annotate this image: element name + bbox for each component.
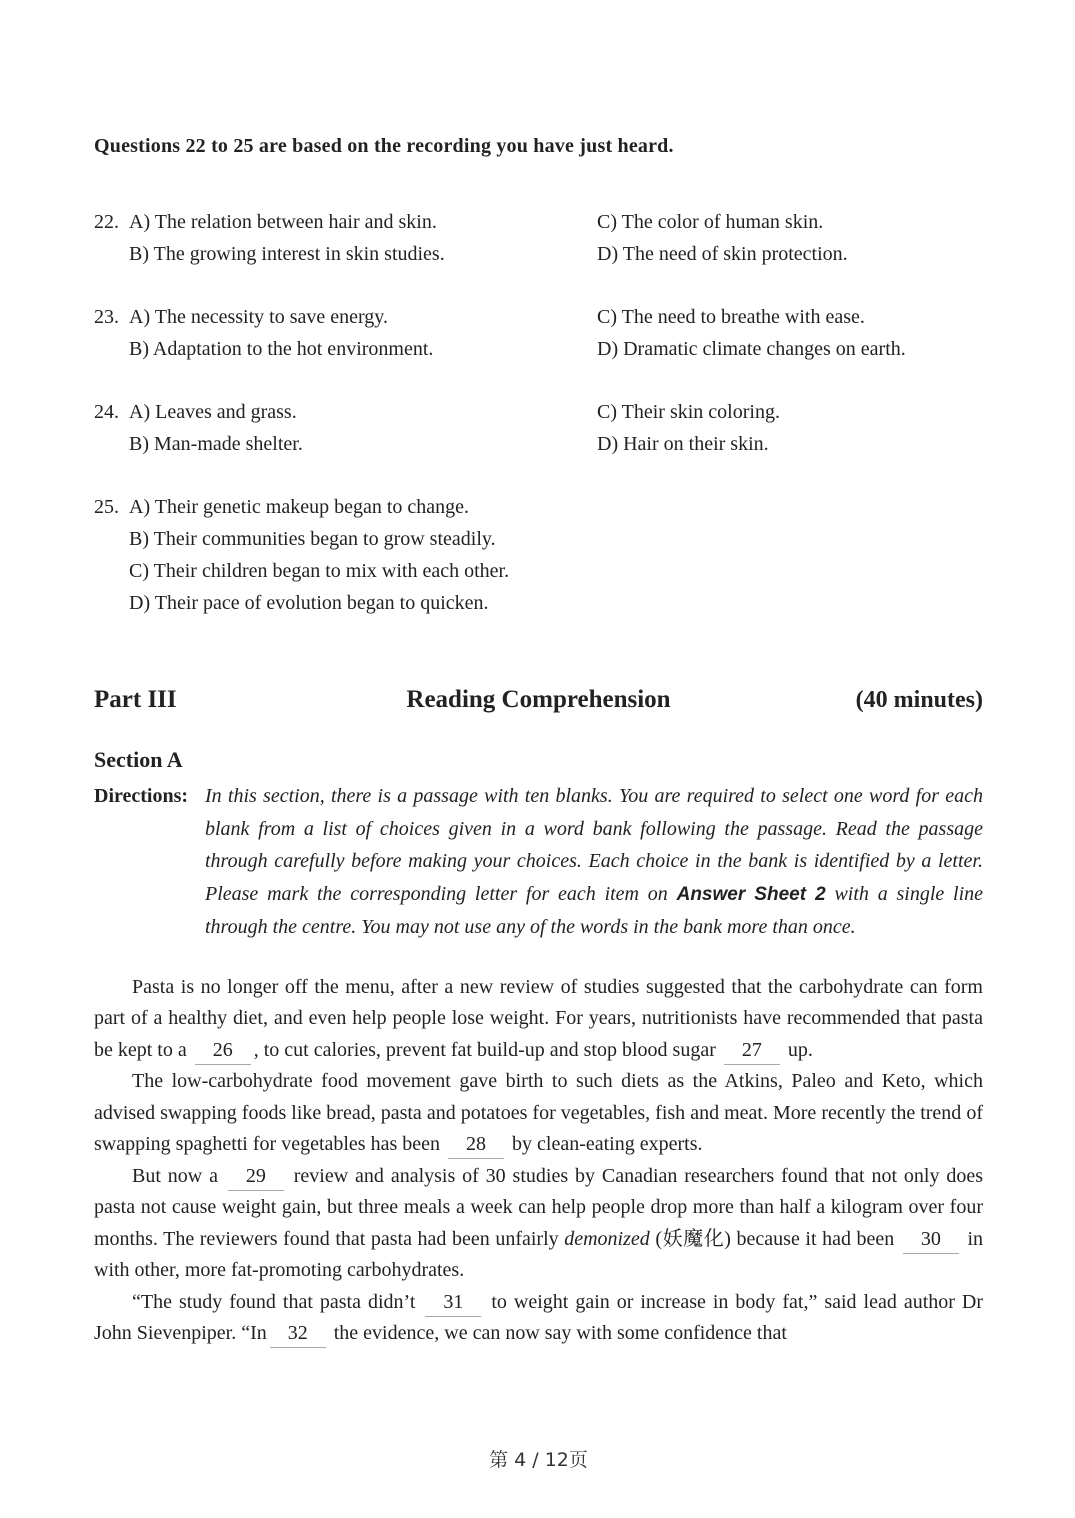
p3-italic-word: demonized (564, 1227, 650, 1250)
passage-paragraph-4 (94, 1287, 983, 1350)
question-23-right-column (597, 301, 983, 365)
option-23-b: B) Adaptation to the hot environment. (129, 338, 434, 360)
option-22-b: B) The growing interest in skin studies. (129, 243, 445, 265)
section-a-heading: Section A (94, 747, 183, 772)
directions-text-part2: with a single line through the centre. You may not use any of the words in the bank more than once. (205, 882, 984, 938)
option-row (94, 396, 597, 428)
part-label: Part III (94, 686, 177, 713)
answer-sheet-ref: Answer Sheet 2 (676, 883, 826, 905)
option-25-c: C) Their children began to mix with each other. (129, 560, 510, 582)
question-25 (94, 491, 983, 619)
directions-text-part1: In this section, there is a passage with ten blanks. You are required to select one word for each blank from a list of choices given in a word bank following the passage. Read the passage through carefully before making your choices. Each choice in the bank is identified by a letter. Please mark the corresponding letter for each item on (205, 785, 983, 905)
option-22-d: D) The need of skin protection. (597, 243, 848, 265)
passage-paragraph-1 (94, 972, 983, 1067)
p3-text-2: review and analysis of 30 studies by Canadian researchers found that not only does pasta not cause weight gain, but three meals a week can help people drop more than half a kilogram over four months. The reviewers found that pasta had been unfairly (94, 1164, 984, 1250)
question-number: 23. (94, 306, 119, 328)
blank-27: 27 (724, 1039, 780, 1065)
option-row (597, 206, 983, 238)
option-row (94, 587, 983, 619)
p2-text-1: The low-carbohydrate food movement gave birth to such diets as the Atkins, Paleo and Keto, which advised swapping foods like bread, pasta and potatoes for vegetables, fish and meat. More recently the trend of swapping spaghetti for vegetables has been (94, 1070, 983, 1155)
p4-text-1: “The study found that pasta didn’t (132, 1290, 416, 1313)
option-22-c: C) The color of human skin. (597, 211, 824, 233)
part3-heading (94, 686, 983, 714)
option-25-b: B) Their communities began to grow steadily. (129, 528, 496, 550)
option-row (94, 238, 597, 270)
blank-31: 31 (425, 1291, 481, 1317)
question-23 (94, 301, 983, 365)
option-24-a: A) Leaves and grass. (129, 401, 297, 423)
blank-32: 32 (270, 1322, 326, 1348)
question-number: 24. (94, 401, 119, 423)
p1-text-3: up. (787, 1038, 813, 1061)
option-row (94, 555, 983, 587)
p1-text-1: Pasta is no longer off the menu, after a new review of studies suggested that the carbohydrate can form part of a healthy diet, and even help people lose weight. For years, nutritionists have recommended that pasta be kept to a (94, 975, 983, 1061)
option-row (597, 301, 983, 333)
cloze-passage (94, 972, 983, 1350)
option-23-a: A) The necessity to save energy. (129, 306, 388, 328)
question-22 (94, 206, 983, 270)
directions-block (94, 780, 983, 944)
option-row (94, 491, 983, 523)
question-25-column (94, 491, 983, 619)
question-number-spacer (94, 555, 129, 587)
option-row (597, 428, 983, 460)
p3-text-4: in with other, more fat-promoting carbohydrates. (94, 1227, 984, 1281)
question-number-spacer (94, 428, 129, 460)
blank-30: 30 (903, 1228, 959, 1254)
option-row (597, 396, 983, 428)
passage-paragraph-2 (94, 1066, 983, 1161)
directions-text (205, 780, 983, 944)
p1-text-2: , to cut calories, prevent fat build-up and stop blood sugar (253, 1038, 716, 1061)
page-footer: 第 4 / 12页 (489, 1449, 588, 1471)
question-number: 22. (94, 211, 119, 233)
p3-text-3: (妖魔化) because it had been (655, 1227, 895, 1250)
option-23-c: C) The need to breathe with ease. (597, 306, 865, 328)
option-row (94, 333, 597, 365)
option-24-c: C) Their skin coloring. (597, 401, 780, 423)
question-24 (94, 396, 983, 460)
question-22-left-column (94, 206, 597, 270)
blank-29: 29 (228, 1165, 284, 1191)
part-title: Reading Comprehension (406, 686, 671, 713)
option-24-b: B) Man-made shelter. (129, 433, 303, 455)
p3-text-1: But now a (132, 1164, 218, 1187)
option-23-d: D) Dramatic climate changes on earth. (597, 338, 906, 360)
option-24-d: D) Hair on their skin. (597, 433, 769, 455)
question-number-spacer (94, 587, 129, 619)
part-time: (40 minutes) (855, 687, 983, 713)
option-row (94, 428, 597, 460)
question-22-right-column (597, 206, 983, 270)
question-number: 25. (94, 496, 119, 518)
option-row (597, 238, 983, 270)
question-23-left-column (94, 301, 597, 365)
listening-note: Questions 22 to 25 are based on the recording you have just heard. (94, 135, 674, 157)
question-24-left-column (94, 396, 597, 460)
option-row (94, 523, 983, 555)
option-25-a: A) Their genetic makeup began to change. (129, 496, 470, 518)
p4-text-2: to weight gain or increase in body fat,” said lead author Dr John Sievenpiper. “In (94, 1290, 984, 1344)
option-row (94, 301, 597, 333)
option-row (597, 333, 983, 365)
option-25-d: D) Their pace of evolution began to quicken. (129, 592, 489, 614)
question-number-spacer (94, 523, 129, 555)
question-24-right-column (597, 396, 983, 460)
question-number-spacer (94, 333, 129, 365)
option-row (94, 206, 597, 238)
directions-label: Directions: (94, 785, 189, 807)
option-22-a: A) The relation between hair and skin. (129, 211, 437, 233)
passage-paragraph-3 (94, 1161, 983, 1287)
blank-26: 26 (195, 1039, 251, 1065)
blank-28: 28 (448, 1133, 504, 1159)
p2-text-2: by clean-eating experts. (512, 1133, 703, 1155)
p4-text-3: the evidence, we can now say with some confidence that (333, 1322, 787, 1344)
question-number-spacer (94, 238, 129, 270)
